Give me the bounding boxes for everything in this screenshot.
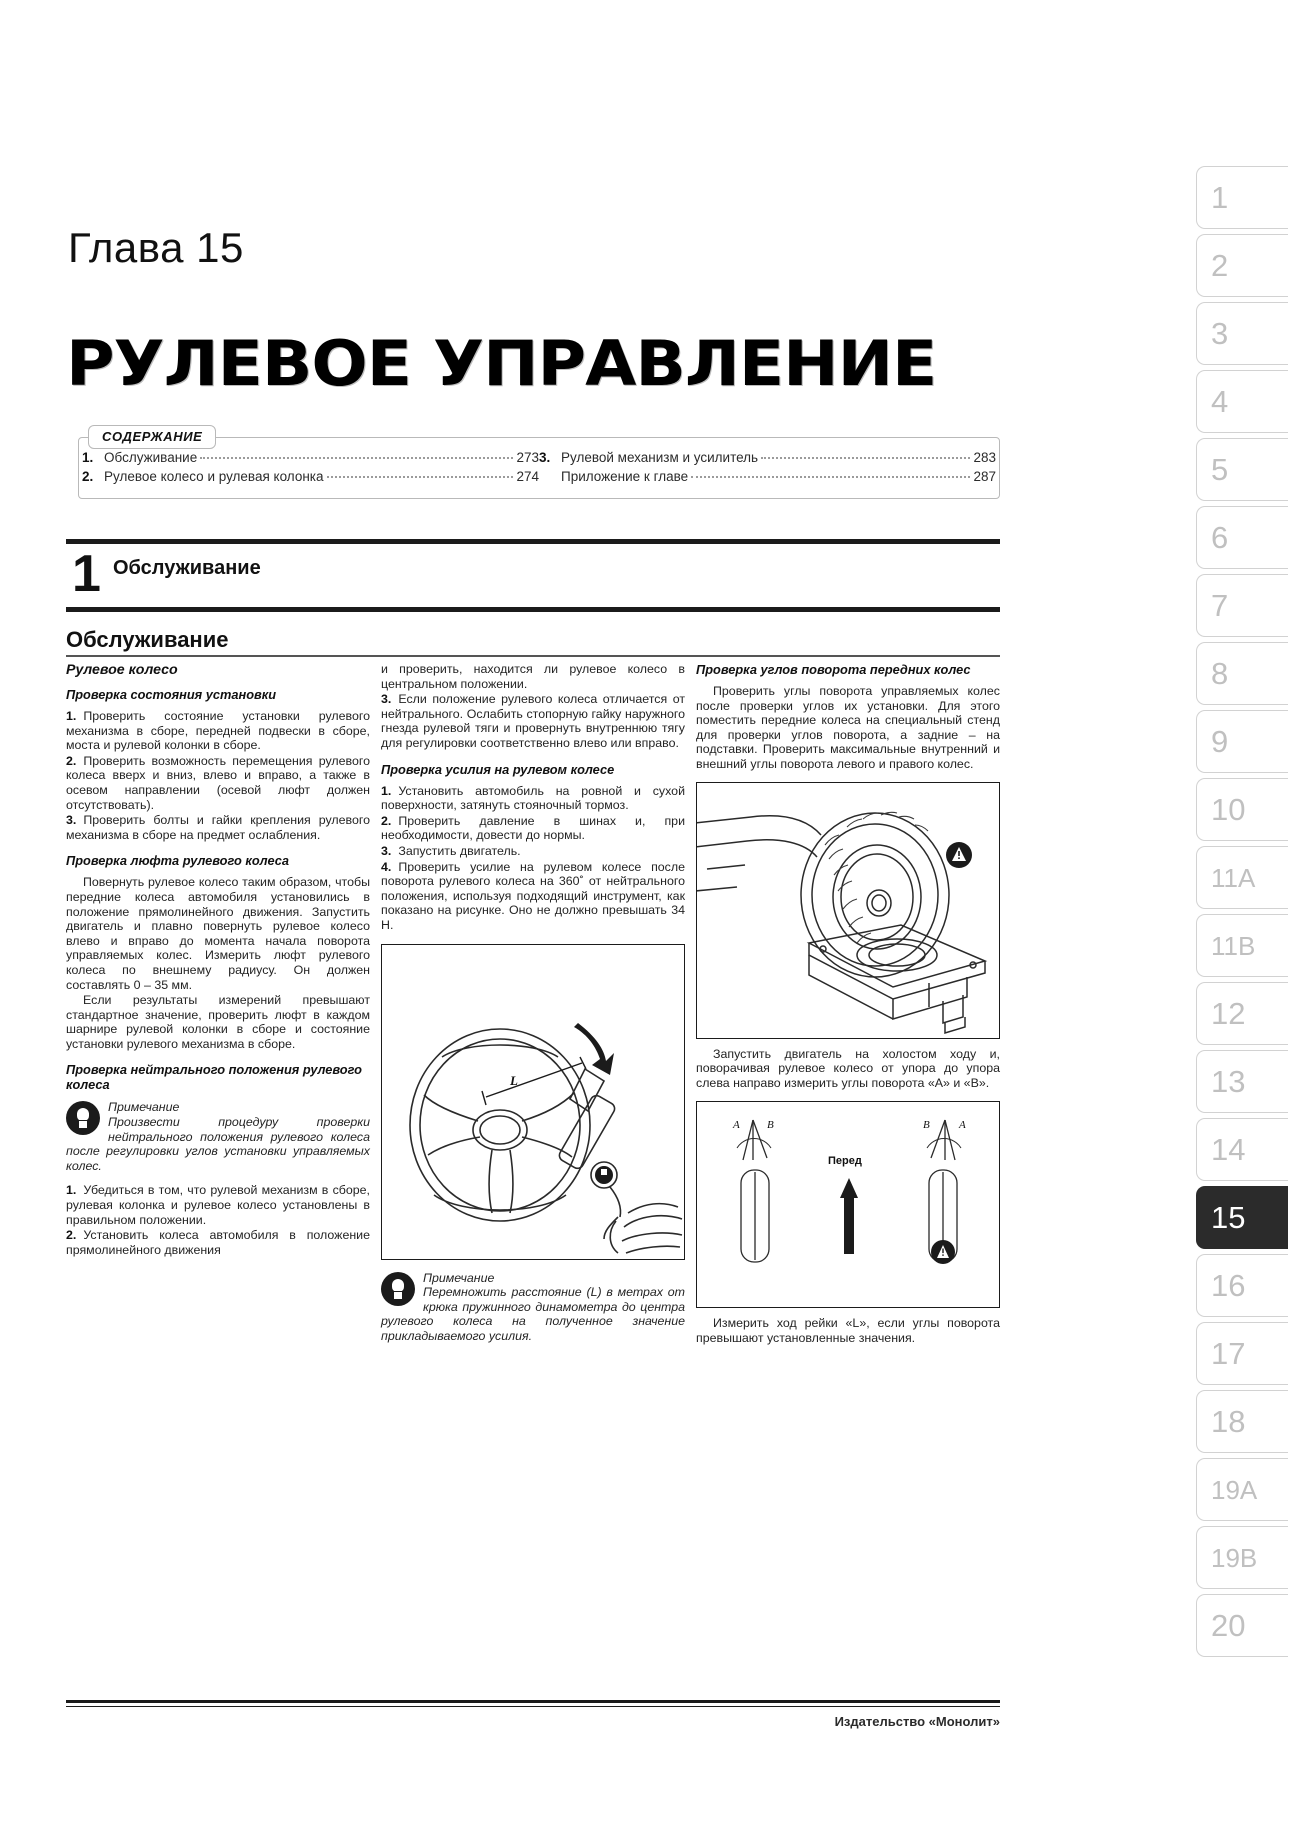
- chapter-tab-label: 9: [1211, 724, 1229, 759]
- step-number: 3.: [381, 843, 392, 858]
- step-number: 3.: [66, 813, 77, 828]
- chapter-tab-6[interactable]: [1196, 506, 1288, 569]
- chapter-tab-11A[interactable]: [1196, 846, 1288, 909]
- figure-wheel-turn-plate: [696, 782, 1000, 1039]
- contents-entry[interactable]: [539, 469, 996, 484]
- step-text: Установить автомобиль на ровной и сухой поверхности, затянуть стояночный тормоз.: [381, 783, 685, 813]
- figure-steering-wheel-force: [381, 944, 685, 1260]
- chapter-tab-label: 1: [1211, 180, 1229, 215]
- chapter-tab-label: 11B: [1211, 930, 1256, 961]
- figure-wheel-turn-plate-drawing: [697, 783, 1000, 1039]
- chapter-tab-label: 2: [1211, 248, 1229, 283]
- paragraph-step: [66, 813, 370, 842]
- figure-turn-angles-drawing: [697, 1102, 1000, 1308]
- chapter-tab-label: 15: [1211, 1200, 1246, 1235]
- figure-label-L: L: [510, 1072, 518, 1088]
- paragraph-body: Если результаты измерений превышают стандартное значение, проверить люфт в каждом шарнире рулевой колонки в сборе и состояние установки рулевого механизма в сборе.: [66, 993, 370, 1051]
- chapter-tab-3[interactable]: [1196, 302, 1288, 365]
- paragraph-step: [66, 1183, 370, 1227]
- chapter-tab-label: 11A: [1211, 862, 1256, 893]
- figure-steering-wheel-drawing: [382, 945, 685, 1260]
- note-title: Примечание: [423, 1270, 495, 1285]
- contents-entry-page: 287: [973, 469, 996, 484]
- leader-dots: [327, 476, 514, 478]
- text-column-2: [381, 662, 685, 1353]
- contents-entry-number: 1.: [82, 450, 94, 465]
- heading-turn-angles: Проверка углов поворота передних колес: [696, 662, 971, 677]
- lightbulb-icon: [381, 1272, 415, 1306]
- footer-rule: [66, 1700, 1000, 1703]
- section-name: Обслуживание: [113, 557, 261, 579]
- contents-entry[interactable]: [82, 469, 539, 484]
- note-text-wrap: [66, 1100, 370, 1173]
- paragraph-step: [381, 844, 685, 859]
- step-number: 2.: [66, 1228, 77, 1243]
- heading-install-check: Проверка состояния установки: [66, 687, 277, 702]
- paragraph-step: [381, 692, 685, 750]
- contents-label: СОДЕРЖАНИЕ: [88, 425, 216, 449]
- paragraph-step: [66, 754, 370, 812]
- contents-entry-title: Рулевой механизм и усилитель: [561, 450, 759, 465]
- publisher: Издательство «Монолит»: [834, 1714, 1000, 1729]
- angle-label-b-right: В: [923, 1119, 930, 1132]
- chapter-tab-label: 13: [1211, 1064, 1246, 1099]
- chapter-tab-7[interactable]: [1196, 574, 1288, 637]
- note-box: [381, 1271, 685, 1344]
- step-number: 3.: [381, 692, 392, 707]
- contents-entry-number: 2.: [82, 469, 94, 484]
- chapter-tab-13[interactable]: [1196, 1050, 1288, 1113]
- contents-list: [82, 450, 997, 488]
- chapter-tab-2[interactable]: [1196, 234, 1288, 297]
- heading-neutral-check: Проверка нейтрального положения рулевого колеса: [66, 1062, 362, 1093]
- contents-entry[interactable]: [539, 450, 996, 465]
- chapter-tab-label: 14: [1211, 1132, 1246, 1167]
- chapter-tab-11B[interactable]: [1196, 914, 1288, 977]
- note-body: Произвести процедуру проверки нейтрального положения рулевого колеса после регулировки углов установки управляемых колес.: [66, 1115, 370, 1173]
- chapter-tab-label: 7: [1211, 588, 1229, 623]
- heading-force-check: Проверка усилия на рулевом колесе: [381, 761, 615, 777]
- note-text-wrap: [381, 1271, 685, 1344]
- contents-entry-number: 3.: [539, 450, 551, 465]
- chapter-tab-label: 17: [1211, 1336, 1246, 1371]
- figure-caption: Запустить двигатель на холостом ходу и, поворачивая рулевое колесо от упора до упора слева направо измерить углы поворота «А» и «В».: [696, 1046, 1000, 1090]
- step-number: 4.: [381, 859, 392, 874]
- chapter-tab-15[interactable]: [1196, 1186, 1288, 1249]
- chapter-tab-label: 10: [1211, 792, 1246, 827]
- chapter-tab-16[interactable]: [1196, 1254, 1288, 1317]
- paragraph-step: [66, 1228, 370, 1257]
- step-text: Проверить усилие на рулевом колесе после поворота рулевого колеса на 360˚ от нейтрального положения, используя подходящий инструмент, как показано на рисунке. Оно не должно превышать 34 Н.: [381, 859, 685, 932]
- leader-dots: [200, 457, 513, 459]
- step-number: 2.: [381, 813, 392, 828]
- angle-label-a-left: А: [733, 1119, 740, 1132]
- chapter-tab-label: 4: [1211, 384, 1229, 419]
- step-number: 1.: [66, 1183, 77, 1198]
- paragraph-body: и проверить, находится ли рулевое колесо в центральном положении.: [381, 662, 685, 691]
- chapter-number: Глава 15: [68, 224, 244, 271]
- angle-label-b-left: В: [767, 1119, 774, 1132]
- paragraph-step: [381, 814, 685, 843]
- contents-entry-page: 273: [516, 450, 539, 465]
- chapter-tab-5[interactable]: [1196, 438, 1288, 501]
- contents-entry-title: Обслуживание: [104, 450, 198, 465]
- chapter-tab-label: 6: [1211, 520, 1229, 555]
- text-column-3: [696, 662, 1000, 1346]
- chapter-tab-index: [1196, 166, 1288, 1662]
- chapter-tab-label: 5: [1211, 452, 1229, 487]
- heading-play-check: Проверка люфта рулевого колеса: [66, 853, 289, 869]
- chapter-tab-9[interactable]: [1196, 710, 1288, 773]
- chapter-tab-17[interactable]: [1196, 1322, 1288, 1385]
- direction-label-front: Перед: [828, 1155, 862, 1168]
- chapter-tab-20[interactable]: [1196, 1594, 1288, 1657]
- step-text: Если положение рулевого колеса отличается от нейтрального. Ослабить стопорную гайку наружного гнезда рулевой тяги и провернуть внутреннюю тягу для регулировки соответственно влево или вправо.: [381, 692, 685, 750]
- chapter-tab-label: 3: [1211, 316, 1229, 351]
- step-text: Проверить возможность перемещения рулевого колеса вверх и вниз, влево и вправо, а также в осевом направлении (осевой люфт должен отсутствовать).: [66, 753, 370, 812]
- contents-entry-title: Приложение к главе: [561, 469, 689, 484]
- text-column-1: [66, 662, 370, 1258]
- contents-column-left: [82, 450, 539, 488]
- step-text: Убедиться в том, что рулевой механизм в сборе, рулевая колонка и рулевое колесо установлены в правильном положении.: [66, 1183, 370, 1227]
- chapter-tab-18[interactable]: [1196, 1390, 1288, 1453]
- subsection-heading: Обслуживание: [66, 627, 229, 652]
- chapter-tab-label: 18: [1211, 1404, 1246, 1439]
- section-rule-bottom: [66, 607, 1000, 612]
- step-text: Установить колеса автомобиля в положение прямолинейного движения: [66, 1228, 370, 1257]
- warning-triangle-icon: [946, 842, 972, 868]
- paragraph-body: Проверить углы поворота управляемых колес после проверки углов их установки. Для этого поместить передние колеса на специальный стенд для проверки углов поворота, а задние – на подставки. Проверить максимальные внутренний и внешний углы поворота левого и правого колес.: [696, 684, 1000, 771]
- contents-entry-page: 274: [516, 469, 539, 484]
- contents-entry-title: Рулевое колесо и рулевая колонка: [104, 469, 324, 484]
- chapter-tab-4[interactable]: [1196, 370, 1288, 433]
- contents-column-right: [539, 450, 996, 488]
- note-body: Перемножить расстояние (L) в метрах от крюка пружинного динамометра до центра рулевого колеса на полученное значение прикладываемого усилия.: [381, 1285, 685, 1343]
- leader-dots: [691, 476, 970, 478]
- heading-underline: [66, 655, 1000, 657]
- paragraph-step: [381, 860, 685, 933]
- chapter-tab-19B[interactable]: [1196, 1526, 1288, 1589]
- chapter-tab-label: 19B: [1211, 1542, 1258, 1573]
- note-box: [66, 1100, 370, 1173]
- chapter-tab-label: 20: [1211, 1608, 1246, 1643]
- step-text: Запустить двигатель.: [398, 843, 521, 858]
- chapter-tab-19A[interactable]: [1196, 1458, 1288, 1521]
- chapter-tab-label: 12: [1211, 996, 1246, 1031]
- chapter-tab-1[interactable]: [1196, 166, 1288, 229]
- figure-turn-angles: [696, 1101, 1000, 1308]
- chapter-tab-8[interactable]: [1196, 642, 1288, 705]
- paragraph-body: Повернуть рулевое колесо таким образом, чтобы передние колеса автомобиля установились в положение прямолинейного движения. Запустить двигатель и плавно повернуть рулевое колесо влево и вправо до момента начала поворота управляемых колес. Измерить люфт рулевого колеса по внешнему радиусу. Он должен составлять 0 – 35 мм.: [66, 875, 370, 992]
- chapter-tab-label: 16: [1211, 1268, 1246, 1303]
- page-title: РУЛЕВОЕ УПРАВЛЕНИЕ: [66, 327, 937, 400]
- chapter-tab-14[interactable]: [1196, 1118, 1288, 1181]
- paragraph-step: [66, 709, 370, 753]
- paragraph-step: [381, 784, 685, 813]
- step-text: Проверить состояние установки рулевого механизма в сборе, передней подвески в сборе, моста и рулевой колонки в сборе.: [66, 709, 370, 753]
- heading-steering-wheel: Рулевое колесо: [66, 662, 178, 678]
- chapter-tab-12[interactable]: [1196, 982, 1288, 1045]
- section-number: 1: [72, 545, 101, 603]
- contents-entry-page: 283: [973, 450, 996, 465]
- step-number: 1.: [381, 783, 392, 798]
- step-text: Проверить давление в шинах и, при необходимости, довести до нормы.: [381, 813, 685, 843]
- step-text: Проверить болты и гайки крепления рулевого механизма в сборе на предмет ослабления.: [66, 813, 370, 842]
- step-number: 1.: [66, 709, 77, 723]
- step-number: 2.: [66, 753, 77, 768]
- chapter-tab-10[interactable]: [1196, 778, 1288, 841]
- note-title: Примечание: [108, 1100, 180, 1115]
- figure-caption: Измерить ход рейки «L», если углы поворота превышают установленные значения.: [696, 1316, 1000, 1345]
- chapter-tab-label: 8: [1211, 656, 1229, 691]
- angle-label-a-right: А: [959, 1119, 966, 1132]
- chapter-tab-label: 19A: [1211, 1474, 1258, 1505]
- warning-triangle-icon: [931, 1240, 955, 1264]
- section-rule-top: [66, 539, 1000, 544]
- leader-dots: [761, 457, 970, 459]
- contents-entry[interactable]: [82, 450, 539, 465]
- footer-rule-thin: [66, 1706, 1000, 1707]
